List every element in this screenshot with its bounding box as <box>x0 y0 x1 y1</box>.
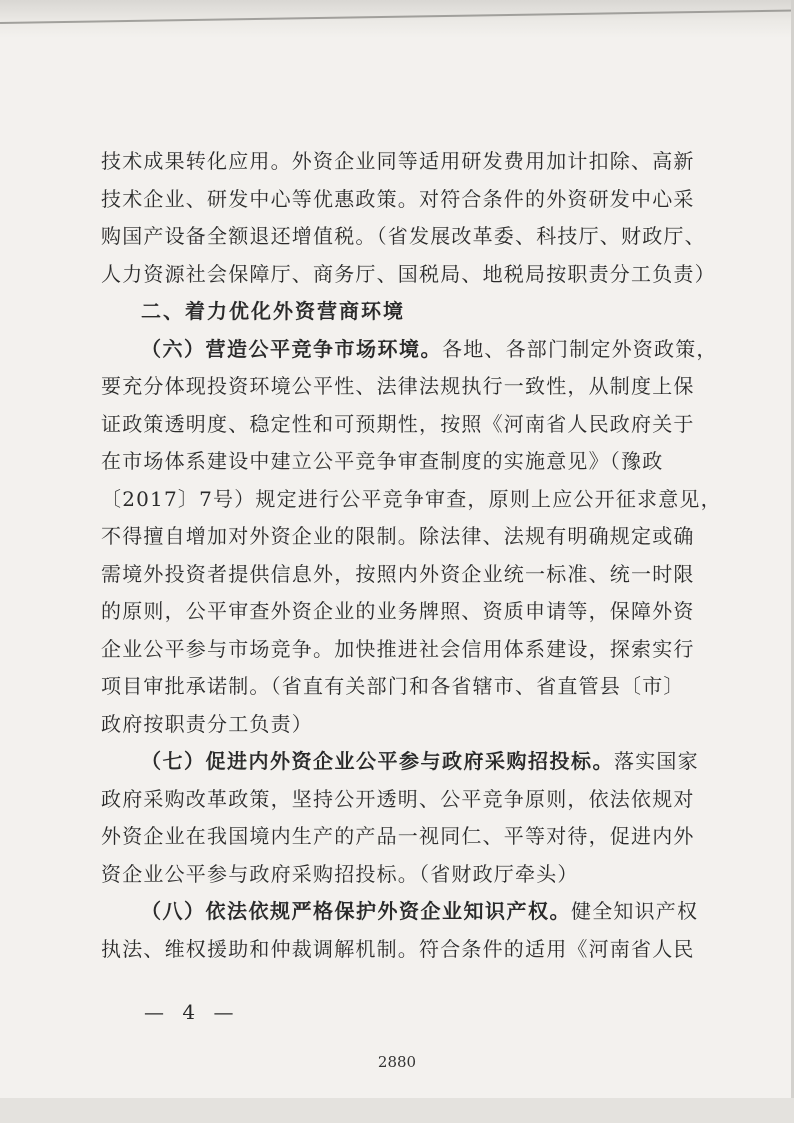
text-line: 企业公平参与市场竞争。加快推进社会信用体系建设，探索实行 <box>101 636 695 661</box>
text-line: 证政策透明度、稳定性和可预期性，按照《河南省人民政府关于 <box>101 411 695 436</box>
page-number: — 4 — <box>144 1000 240 1024</box>
text-line: 购国产设备全额退还增值税。（省发展改革委、科技厅、财政厅、 <box>101 224 706 248</box>
text-line: 在市场体系建设中建立公平竞争审查制度的实施意见》（豫政 <box>101 449 664 473</box>
item8-first-line-rest: 健全知识产权 <box>571 899 699 923</box>
text-line: 外资企业在我国境内生产的产品一视同仁、平等对待，促进内外 <box>101 824 695 848</box>
item8-title: （八）依法依规严格保护外资企业知识产权。 <box>141 899 571 923</box>
text-line: 政府采购改革政策，坚持公开透明、公平竞争原则，依法依规对 <box>101 786 695 811</box>
text-line: 政府按职责分工负责） <box>101 711 313 736</box>
item6-title: （六）营造公平竞争市场环境。 <box>141 336 442 361</box>
text-line: 技术企业、研发中心等优惠政策。对符合条件的外资研发中心采 <box>101 186 695 211</box>
archive-number: 2880 <box>377 1053 417 1071</box>
section-heading: 二、着力优化外资营商环境 <box>141 299 405 323</box>
text-line: 资企业公平参与政府采购招投标。（省财政厅牵头） <box>101 861 579 886</box>
text-line: 人力资源社会保障厅、商务厅、国税局、地税局按职责分工负责） <box>101 261 716 286</box>
item6-first-line-rest: 各地、各部门制定外资政策， <box>442 336 718 361</box>
text-line: 〔2017〕7号）规定进行公平竞争审查，原则上应公开征求意见， <box>101 486 722 511</box>
document-body <box>101 143 721 968</box>
text-line: 要充分体现投资环境公平性、法律法规执行一致性，从制度上保 <box>101 374 695 398</box>
item7-first-line-rest: 落实国家 <box>614 749 699 773</box>
item7-title: （七）促进内外资企业公平参与政府采购招投标。 <box>141 749 614 773</box>
item7-first-line <box>101 743 721 781</box>
text-line: 不得擅自增加对外资企业的限制。除法律、法规有明确规定或确 <box>101 524 695 548</box>
scan-bottom-band <box>0 1098 794 1123</box>
text-line: 执法、维权援助和仲裁调解机制。符合条件的适用《河南省人民 <box>101 936 695 961</box>
text-line: 技术成果转化应用。外资企业同等适用研发费用加计扣除、高新 <box>101 149 695 173</box>
scan-shadow-top <box>0 0 794 38</box>
text-line: 项目审批承诺制。（省直有关部门和各省辖市、省直管县〔市〕 <box>101 674 685 698</box>
item6-first-line <box>101 331 721 369</box>
text-line: 的原则，公平审查外资企业的业务牌照、资质申请等，保障外资 <box>101 599 695 623</box>
item8-first-line <box>101 893 721 931</box>
text-line: 需境外投资者提供信息外，按照内外资企业统一标准、统一时限 <box>101 561 695 586</box>
